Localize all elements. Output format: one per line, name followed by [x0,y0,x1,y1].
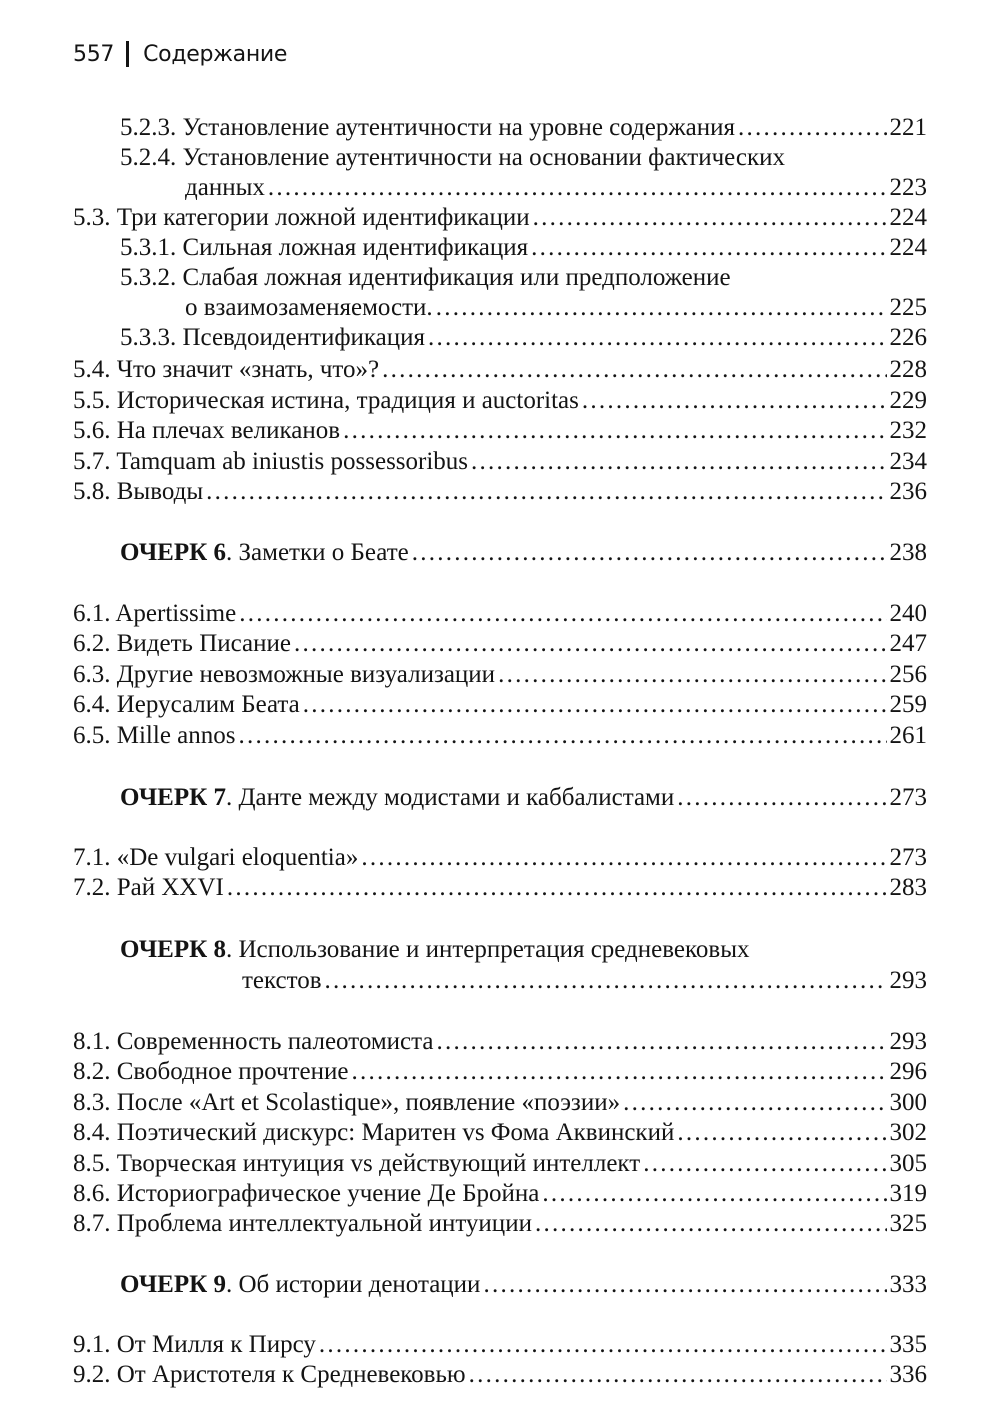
entry-page: 302 [889,1119,927,1146]
entry-number: 9.2. [73,1361,111,1388]
toc-essay-entry[interactable] [120,1270,927,1300]
entry-number: 5.4. [73,356,111,383]
toc-entry[interactable] [73,1088,927,1118]
toc-essay-entry[interactable] [120,538,927,568]
entry-title: Три категории ложной идентификации [116,204,530,231]
entry-title-continued: данных [185,174,265,201]
dot-leader [623,1088,886,1118]
entry-number: 8.3. [73,1089,111,1116]
entry-title: Что значит «знать, что»? [116,356,380,383]
toc-entry[interactable] [73,599,927,629]
entry-number: 5.5. [73,387,111,414]
dot-leader [533,203,887,233]
entry-page: 259 [889,691,927,718]
entry-page: 283 [889,874,927,901]
dot-leader [227,873,887,903]
page-number: 557 [73,41,115,67]
dot-leader [738,113,887,143]
entry-title: Историческая истина, традиция и auctoritas [116,387,579,414]
dot-leader [268,173,887,203]
entry-title: Установление аутентичности на уровне содержания [182,114,735,141]
toc-essay-entry[interactable] [120,783,927,813]
toc-entry[interactable] [73,203,927,233]
dot-leader [382,355,886,385]
dot-leader [343,416,886,446]
toc-entry[interactable] [73,386,927,416]
entry-title: Творческая интуиция vs действующий интеллект [116,1150,641,1177]
entry-title: Иерусалим Беата [116,691,300,718]
entry-title: Псевдоидентификация [182,324,426,351]
entry-title: Другие невозможные визуализации [116,661,496,688]
entry-number: 8.7. [73,1210,111,1237]
essay-title-continued: текстов [242,967,322,994]
toc-entry[interactable] [73,355,927,385]
essay-label: ОЧЕРК 7 [120,784,226,811]
entry-number: 6.4. [73,691,111,718]
toc-entry[interactable] [73,843,927,873]
entry-number: 8.1. [73,1028,111,1055]
dot-leader [582,386,887,416]
dot-leader [542,1179,886,1209]
toc-entry[interactable] [120,113,927,143]
dot-leader [471,447,886,477]
toc-entry[interactable] [73,477,927,507]
toc-entry[interactable] [73,1330,927,1360]
entry-number: 6.5. [73,722,111,749]
entry-page: 229 [889,387,927,414]
essay-label: ОЧЕРК 6 [120,539,226,566]
entry-title: «De vulgari eloquentia» [116,844,359,871]
entry-page: 238 [889,539,927,566]
dot-leader [428,323,886,353]
dot-leader [325,966,887,996]
entry-title: Рай XXVI [116,874,224,901]
essay-label: ОЧЕРК 8 [120,936,226,963]
dot-leader [677,783,886,813]
entry-page: 228 [889,356,927,383]
entry-page: 226 [889,324,927,351]
entry-page: 232 [889,417,927,444]
essay-title: . Об истории денотации [226,1271,481,1298]
entry-page: 223 [889,174,927,201]
toc-entry[interactable] [73,629,927,659]
dot-leader [498,660,886,690]
toc-entry[interactable] [185,293,927,323]
entry-page: 236 [889,478,927,505]
dot-leader [531,233,886,263]
toc-entry[interactable] [73,416,927,446]
toc-entry[interactable] [120,233,927,263]
entry-page: 224 [889,234,927,261]
entry-title: От Милля к Пирсу [116,1331,316,1358]
toc-entry[interactable] [73,1027,927,1057]
dot-leader [412,538,887,568]
toc-entry[interactable] [73,1179,927,1209]
entry-page: 325 [889,1210,927,1237]
dot-leader [483,1270,886,1300]
entry-title: Историографическое учение Де Бройна [116,1180,540,1207]
entry-number: 6.1. [73,600,111,627]
entry-number: 5.3. [73,204,111,231]
entry-title: После «Art et Scolastique», появление «поэзии» [116,1089,621,1116]
entry-title: Свободное прочтение [116,1058,349,1085]
entry-title: Tamquam ab iniustis possessoribus [116,448,469,475]
toc-entry[interactable] [73,1149,927,1179]
entry-number: 7.1. [73,844,111,871]
entry-page: 293 [889,1028,927,1055]
entry-page: 335 [889,1331,927,1358]
entry-number: 6.3. [73,661,111,688]
toc-entry[interactable] [73,721,927,751]
toc-entry[interactable] [73,447,927,477]
toc-entry[interactable] [73,873,927,903]
dot-leader [352,1057,887,1087]
dot-leader [361,843,886,873]
essay-title: . Заметки о Беате [226,539,409,566]
dot-leader [319,1330,887,1360]
entry-number: 9.1. [73,1331,111,1358]
entry-title: Проблема интеллектуальной интуиции [116,1210,532,1237]
entry-title: Слабая ложная идентификация или предположение [182,264,731,291]
toc-entry[interactable] [73,1057,927,1087]
dot-leader [436,1027,886,1057]
toc-entry-line1[interactable] [120,263,731,293]
toc-essay-entry-line1[interactable] [120,935,750,965]
entry-title: Поэтический дискурс: Маритен vs Фома Аквинский [116,1119,675,1146]
entry-number: 7.2. [73,874,111,901]
entry-number: 5.3.3. [120,324,177,351]
toc-entry[interactable] [73,1209,927,1239]
entry-title: Mille annos [116,722,236,749]
entry-page: 300 [889,1089,927,1116]
toc-entry[interactable] [185,173,927,203]
entry-number: 5.8. [73,478,111,505]
toc-entry[interactable] [120,323,927,353]
entry-title: Видеть Писание [116,630,291,657]
toc-entry-line1[interactable] [120,143,785,173]
entry-page: 293 [889,967,927,994]
dot-leader [535,1209,887,1239]
entry-number: 5.3.2. [120,264,177,291]
entry-number: 5.6. [73,417,111,444]
entry-page: 256 [889,661,927,688]
entry-page: 247 [889,630,927,657]
entry-page: 240 [889,600,927,627]
essay-title: . Данте между модистами и каббалистами [226,784,675,811]
dot-leader [677,1118,886,1148]
dot-leader [206,477,886,507]
dot-leader [436,293,887,323]
entry-page: 273 [889,784,927,811]
dot-leader [294,629,887,659]
entry-title-continued: о взаимозаменяемости. [185,294,433,321]
entry-number: 8.2. [73,1058,111,1085]
entry-number: 8.4. [73,1119,111,1146]
entry-title: Установление аутентичности на основании фактических [182,144,786,171]
entry-page: 273 [889,844,927,871]
entry-page: 221 [889,114,927,141]
entry-page: 333 [889,1271,927,1298]
dot-leader [469,1360,887,1390]
essay-title: . Использование и интерпретация средневековых [226,936,750,963]
dot-leader [239,599,886,629]
entry-number: 6.2. [73,630,111,657]
section-title: Содержание [143,41,288,67]
entry-number: 5.7. [73,448,111,475]
entry-title: На плечах великанов [116,417,341,444]
toc-essay-entry[interactable] [242,966,927,996]
entry-number: 5.2.3. [120,114,177,141]
entry-page: 296 [889,1058,927,1085]
entry-page: 336 [889,1361,927,1388]
dot-leader [239,721,887,751]
entry-title: Современность палеотомиста [116,1028,434,1055]
entry-title: Apertissime [115,600,237,627]
entry-number: 8.6. [73,1180,111,1207]
essay-label: ОЧЕРК 9 [120,1271,226,1298]
toc-entry[interactable] [73,1118,927,1148]
entry-title: От Аристотеля к Средневековью [116,1361,466,1388]
entry-number: 5.3.1. [120,234,177,261]
entry-title: Выводы [116,478,204,505]
entry-page: 319 [889,1180,927,1207]
entry-page: 225 [889,294,927,321]
toc-entry[interactable] [73,660,927,690]
toc-entry[interactable] [73,1360,927,1390]
dot-leader [643,1149,886,1179]
entry-page: 234 [889,448,927,475]
entry-number: 5.2.4. [120,144,177,171]
entry-page: 261 [889,722,927,749]
entry-title: Сильная ложная идентификация [182,234,529,261]
dot-leader [303,690,887,720]
entry-page: 305 [889,1150,927,1177]
entry-number: 8.5. [73,1150,111,1177]
entry-page: 224 [889,204,927,231]
toc-entry[interactable] [73,690,927,720]
